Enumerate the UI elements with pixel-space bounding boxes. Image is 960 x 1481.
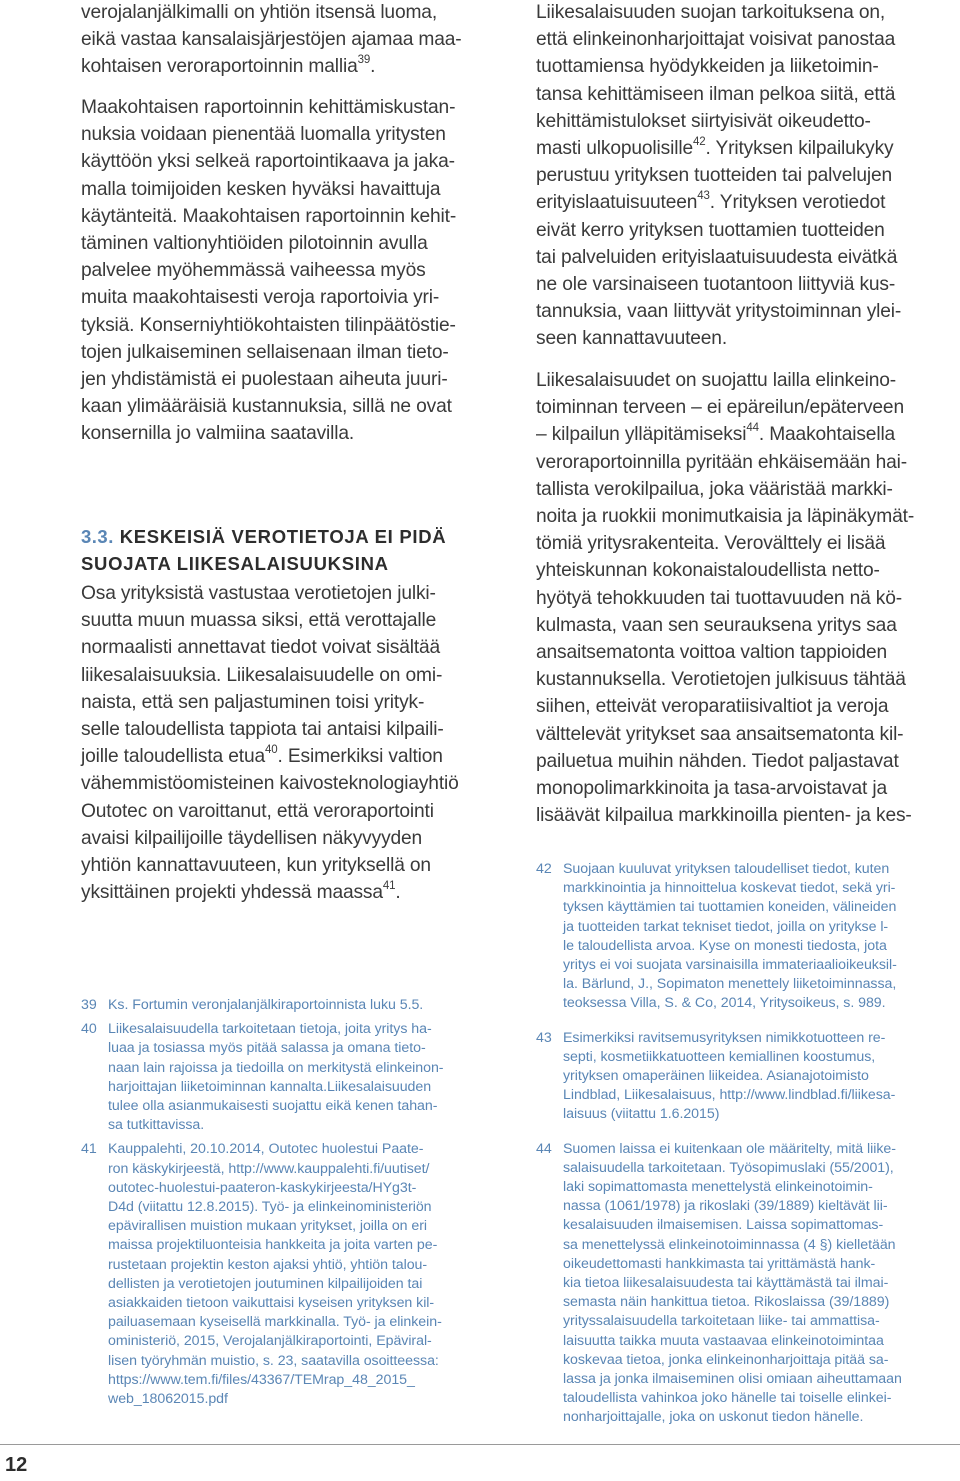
- footnote-line: la. Bärlund, J., Sopimaton menettely liiketoiminnassa,: [563, 976, 897, 993]
- text-line: kulmasta, vaan sen seurauksena yritys saa: [536, 614, 897, 636]
- footnote-line: sa tutkittavissa.: [108, 1117, 205, 1134]
- footnote-line: luaa ja tosiassa myös pitää salassa ja omana tieto-: [108, 1040, 426, 1057]
- text-line: tyksiä. Konserniyhtiökohtaisten tilinpäätöstie-: [81, 314, 456, 336]
- text-line: nuksia voidaan pienentää luomalla yritysten: [81, 124, 446, 146]
- text-line: veroraportoinnilla pyritään ehkäisemään hai-: [536, 451, 907, 473]
- footnote-line: nonharjoittajalle, joka on uskonut tiedon hänelle.: [563, 1409, 864, 1426]
- text-line: jen yhdistämistä ei puolestaan aiheuta juuri-: [81, 369, 448, 391]
- footnote: [536, 860, 960, 1014]
- text-line: että elinkeinonharjoittajat voisivat panostaa: [536, 29, 896, 51]
- text-line: [81, 743, 459, 770]
- text-line: Maakohtaisen raportoinnin kehittämiskustan-: [81, 97, 456, 118]
- footnote-line: Lindblad, Liikesalaisuus, http://www.lindblad.fi/liikesa-: [563, 1087, 896, 1104]
- footnote-text: [108, 1140, 511, 1409]
- footnote-line: Ks. Fortumin veronjalanjälkiraportoinnista luku 5.5.: [108, 997, 424, 1013]
- footnote-line: oministeriö, 2015, Verojalanjälkiraportointi, Epäviral-: [108, 1333, 432, 1350]
- footnote-number: 42: [536, 861, 552, 877]
- text-span: .: [370, 56, 376, 78]
- page-number: 12: [5, 1454, 28, 1476]
- footnote-line: nassa (1061/1978) ja rikoslaki (39/1889) kieltävät lii-: [563, 1198, 888, 1215]
- text-line: yhteiskunnan kokonaistaloudellista netto-: [536, 560, 880, 582]
- paragraph-lines: [536, 367, 914, 421]
- text-line: lisäävät kilpailua markkinoilla pienten- ja kes-: [536, 805, 912, 827]
- text-line: Liikesalaisuuden suojan tarkoituksena on,: [536, 2, 886, 23]
- text-line: perustuu yrityksen tuotteiden tai palvelujen: [536, 165, 893, 187]
- text-line: [536, 421, 914, 448]
- footnote-line: web_18062015.pdf: [108, 1391, 228, 1408]
- text-line: seen kannattavuuteen.: [536, 328, 728, 350]
- footnote-number: 43: [536, 1029, 552, 1046]
- footnote-line: https://www.tem.fi/files/43367/TEMrap_48_2015_: [108, 1371, 415, 1388]
- footnotes-left: [81, 996, 511, 1414]
- text-line: liikesalaisuuksia. Liikesalaisuudelle on omi-: [81, 664, 443, 686]
- section-heading: [81, 523, 446, 577]
- footnote-line: koskevaa tietoa, jonka elinkeinonharjoittaja pitää sa-: [563, 1351, 889, 1368]
- footnote-line: teoksessa Villa, S. & Co, 2014, Yritysoikeus, s. 989.: [563, 995, 886, 1012]
- text-line: [536, 135, 901, 162]
- footnote-line: lisen työryhmän muistio, s. 23, saatavilla osoitteessa:: [108, 1352, 439, 1369]
- text-line: käytänteitä. Maakohtaisen raportoinnin kehit-: [81, 205, 457, 227]
- text-line: tuottamiensa hyödykkeiden ja liiketoimin-: [536, 56, 879, 78]
- text-line: tojen julkaiseminen sellaisenaan ilman tieto-: [81, 341, 449, 363]
- heading-text: KESKEISIÄ VEROTIETOJA EI PIDÄ: [119, 526, 447, 547]
- footnote-text: [108, 1020, 511, 1135]
- footnote: [81, 996, 511, 1015]
- text-span: . Esimerkiksi valtion: [277, 746, 443, 768]
- text-line: eikä vastaa kansalaisjärjestöjen ajamaa maa-: [81, 29, 462, 51]
- footnote-number: 39: [81, 997, 97, 1013]
- footnote-line: markkinointia ja hinnoittelua koskevat tiedot, sekä yri-: [563, 880, 896, 897]
- footnote-line: kia tietoa liikesalaisuudesta tai käyttämästä tai ilmai-: [563, 1275, 889, 1292]
- page-divider: [0, 1444, 960, 1445]
- text-span: masti ulkopuolisille: [536, 138, 693, 160]
- text-line: pailuetua muihin nähden. Tiedot paljastavat: [536, 750, 899, 772]
- footnote-ref[interactable]: 44: [746, 422, 759, 435]
- text-line: ne ole varsinaiseen tuotantoon liittyviä kus-: [536, 274, 896, 296]
- footnote-line: maissa projektiluonteisia hankkeita ja joita varten pe-: [108, 1237, 438, 1254]
- text-line: hyötyä tehokkuuden tai tuottavuuden nä kö-: [536, 587, 902, 609]
- footnote-ref[interactable]: 43: [697, 190, 710, 203]
- heading-line-1: [81, 523, 446, 550]
- footnote-line: outotec-huolestui-paateron-kaskykirjeesta/HYg3t-: [108, 1179, 417, 1196]
- footnote-line: Suojaan kuuluvat yrityksen taloudelliset tiedot, kuten: [563, 861, 890, 877]
- footnote-line: laisuus (viitattu 1.6.2015): [563, 1106, 720, 1123]
- footnote-number: 41: [81, 1141, 97, 1158]
- text-line: muita maakohtaisesti veroja raportoivia yri-: [81, 287, 440, 309]
- section-number: 3.3.: [81, 526, 114, 547]
- text-span: erityislaatuisuuteen: [536, 192, 698, 214]
- text-line: siihen, etteivät veroparatiisivaltiot ja veroja: [536, 696, 889, 718]
- footnote-line: asiakkaiden tietoon vaikuttaisi kyseisen yrityksen kil-: [108, 1295, 435, 1312]
- footnote: [81, 1020, 511, 1135]
- footnote-line: kesalaisuuden ilmaisemisen. Laissa sopimattomas-: [563, 1217, 884, 1234]
- text-span: . Yrityksen verotiedot: [709, 192, 886, 214]
- footnote-line: sa menettelyssä elinkeinotoiminnassa (4 §) kielletään: [563, 1236, 896, 1253]
- footnote-line: Liikesalaisuudella tarkoitetaan tietoja, joita yritys ha-: [108, 1021, 432, 1038]
- text-span: . Maakohtaisella: [758, 424, 896, 446]
- text-line: kustannuksella. Verotietojen julkisuus tähtää: [536, 669, 906, 691]
- text-line: eivät kerro yrityksen tuottamien tuotteiden: [536, 219, 885, 241]
- text-span: . Yrityksen kilpailukyky: [705, 138, 894, 160]
- text-line: palvelee myöhemmässä vaiheessa myös: [81, 260, 426, 282]
- right-paragraph-1: [536, 0, 901, 353]
- text-span: yksittäinen projekti yhdessä maassa: [81, 882, 383, 904]
- left-paragraph-1: [81, 0, 462, 81]
- footnote-ref[interactable]: 39: [357, 54, 371, 67]
- text-line: Outotec on varoittanut, että veroraportointi: [81, 800, 434, 822]
- paragraph-lines: [536, 0, 901, 135]
- left-paragraph-3: [81, 580, 459, 906]
- footnote-text: [108, 996, 511, 1015]
- left-paragraph-2: [81, 94, 456, 448]
- text-line: normaalisti annettavat tiedot voivat sisältää: [81, 637, 441, 659]
- text-line: toiminnan terveen – ei epäreilun/epäterveen: [536, 397, 904, 419]
- text-line: [81, 879, 459, 906]
- footnote-text: [563, 860, 960, 1014]
- footnote-ref[interactable]: 40: [264, 744, 278, 757]
- footnote-line: laki sopimattomasta menettelystä elinkeinotoimin-: [563, 1179, 873, 1196]
- text-line: tömiä yritysrakenteita. Verovälttely ei lisää: [536, 533, 886, 555]
- footnote-line: le taloudellista arvoa. Kyse on monesti tiedosta, jota: [563, 937, 887, 954]
- footnote-line: salaisuudella tarkoitetaan. Työsopimuslaki (55/2001),: [563, 1159, 894, 1176]
- text-line: Liikesalaisuudet on suojattu lailla elinkeino-: [536, 370, 897, 391]
- text-line: yhtiön kannattavuuteen, kun yrityksellä on: [81, 855, 431, 877]
- footnote: [81, 1140, 511, 1409]
- text-line: [81, 53, 462, 80]
- footnote: [536, 1140, 960, 1428]
- footnote-line: yrityssalaisuudella tarkoitetaan liike- tai ammattisa-: [563, 1313, 880, 1330]
- text-line: selle taloudellista tappiota tai antaisi kilpaili-: [81, 719, 444, 741]
- text-line: Osa yrityksistä vastustaa verotietojen julki-: [81, 583, 436, 604]
- paragraph-lines: [536, 449, 914, 830]
- footnote-line: Suomen laissa ei kuitenkaan ole määritelty, mitä liike-: [563, 1140, 896, 1157]
- text-span: joille taloudellista etua: [81, 746, 265, 768]
- footnote-line: Esimerkiksi ravitsemusyrityksen nimikkotuotteen re-: [563, 1029, 886, 1046]
- text-line: tannuksia, vaan liittyvät yritystoiminnan ylei-: [536, 301, 902, 323]
- footnote-line: semasta näin hankittua tietoa. Rikoslaissa (39/1889): [563, 1294, 890, 1311]
- footnote-line: naan lain rajoissa ja tiedoilla on merkitystä elinkeinon-: [108, 1059, 444, 1076]
- text-line: [536, 189, 901, 216]
- text-line: käyttöön yksi selkeä raportointikaava ja jaka-: [81, 151, 455, 173]
- footnote-line: oikeudettomasti hankkimasta tai yrittämästä hank-: [563, 1255, 876, 1272]
- text-line: kaan ylimääräisiä kustannuksia, sillä ne ovat: [81, 396, 452, 418]
- text-line: monopolimarkkinoita ja tasa-arvoistavat ja: [536, 778, 887, 800]
- text-line: tansa kehittämiseen ilman pelkoa siitä, että: [536, 83, 896, 105]
- text-line: malla toimijoiden kesken hyväksi havaittuja: [81, 178, 441, 200]
- text-line: naista, että sen paljastuminen toisi yrityk-: [81, 691, 425, 713]
- paragraph-lines: [81, 770, 459, 879]
- paragraph-lines: [81, 580, 459, 743]
- text-line: välttelevät yritykset saa ansaitsematonta kil-: [536, 723, 904, 745]
- text-span: – kilpailun ylläpitämiseksi: [536, 424, 747, 446]
- footnote-line: rustetaan projektin keston ajaksi yhtiö, yhtiön talou-: [108, 1256, 428, 1273]
- footnote-line: ron käskykirjeestä, http://www.kauppalehti.fi/uutiset/: [108, 1160, 430, 1177]
- footnote: [536, 1029, 960, 1125]
- footnote-line: harjoittajan liiketoiminnan kannalta.Liikesalaisuuden: [108, 1078, 432, 1095]
- text-line: konsernilla jo valmiina saatavilla.: [81, 423, 355, 445]
- footnote-line: tulee olla asianmukaisesti suojattu eikä kenen tahan-: [108, 1098, 438, 1115]
- footnote-line: pailuasemaan kyseisellä markkinalla. Työ- ja elinkein-: [108, 1314, 442, 1331]
- text-line: noita ja ruokkii monimutkaisia ja läpinäkymät-: [536, 506, 915, 528]
- footnote-ref[interactable]: 41: [382, 880, 396, 893]
- heading-line-2: SUOJATA LIIKESALAISUUKSINA: [81, 553, 389, 574]
- right-paragraph-2: [536, 367, 914, 829]
- footnote-line: Kauppalehti, 20.10.2014, Outotec huolestui Paate-: [108, 1141, 424, 1158]
- footnote-ref[interactable]: 42: [692, 136, 706, 149]
- text-line: verojalanjälkimalli on yhtiön itsensä luoma,: [81, 2, 438, 23]
- footnote-number: 40: [81, 1021, 97, 1038]
- text-line: ansaitsematonta voittoa valtion tappioiden: [536, 642, 888, 664]
- footnote-line: epävirallisen muistion mukaan yritykset, joilla on eri: [108, 1218, 428, 1235]
- footnote-text: [563, 1140, 960, 1428]
- text-line: avaisi kilpailijoille täydellisen näkyvyyden: [81, 827, 423, 849]
- footnote-text: [563, 1029, 960, 1125]
- text-span: kohtaisen veroraportoinnin mallia: [81, 56, 358, 78]
- footnote-line: yritys ei voi suojata varsinaisilla immateriaalioikeuksil-: [563, 957, 897, 974]
- paragraph-lines: [536, 217, 901, 353]
- text-line: kehittämistulokset siirtyisivät oikeudetto-: [536, 110, 871, 132]
- footnote-line: taloudellista vahinkoa joko hänelle tai toiselle elinkei-: [563, 1390, 892, 1407]
- footnote-line: dellisten ja verotietojen joutuminen kilpailijoiden tai: [108, 1275, 423, 1292]
- footnote-line: tyksen käyttämien tai tuottamien koneiden, välineiden: [563, 899, 897, 916]
- text-line: vähemmistöomisteinen kaivosteknologiayhtiö: [81, 773, 459, 795]
- footnote-line: laisuutta taikka muuta vastaavaa elinkeinotoimintaa: [563, 1332, 884, 1349]
- text-line: tallista verokilpailua, joka vääristää markki-: [536, 478, 893, 500]
- footnote-line: D4d (viitattu 12.8.2015). Työ- ja elinkeinoministeriön: [108, 1199, 432, 1216]
- text-line: täminen valtionyhtiöiden pilotoinnin avulla: [81, 233, 428, 255]
- text-line: suutta muun muassa siksi, että verottajalle: [81, 610, 437, 632]
- footnote-line: lassa ja jonka ilmaiseminen olisi omiaan aiheuttamaan: [563, 1371, 902, 1388]
- footnotes-right: [536, 860, 960, 1443]
- footnote-line: septi, kosmetiikkatuotteen kemiallinen koostumus,: [563, 1048, 876, 1065]
- footnote-line: yrityksen omaperäinen liikeidea. Asianajotoimisto: [563, 1068, 869, 1085]
- text-line: tai palveluiden erityislaatuisuudesta eivätkä: [536, 246, 898, 268]
- footnote-line: ja tuotteiden tarkat tekniset tiedot, joilla on yritykse l-: [563, 918, 889, 935]
- footnote-number: 44: [536, 1140, 552, 1157]
- text-span: .: [395, 882, 401, 904]
